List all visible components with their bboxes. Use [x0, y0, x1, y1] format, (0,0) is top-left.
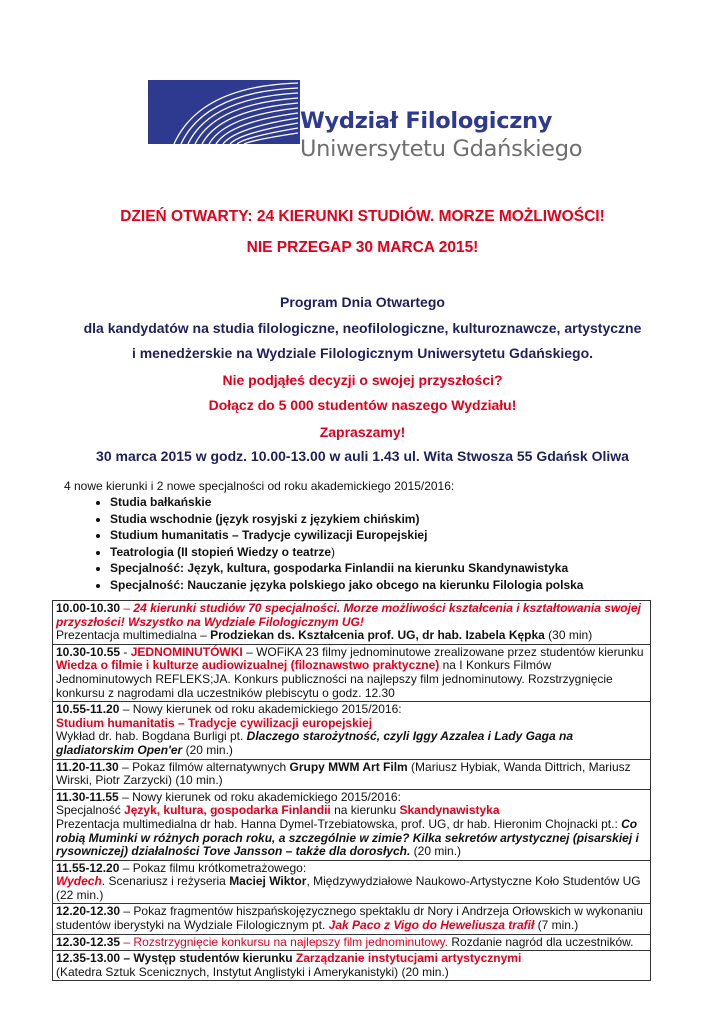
logo-university-name: Uniwersytetu Gdańskiego — [300, 136, 583, 162]
program-title: Program Dnia Otwartego — [280, 294, 445, 310]
table-row — [53, 702, 651, 759]
list-item: • Studia bałkańskie — [110, 494, 583, 511]
program-audience-cont: i menedżerskie na Wydziale Filologicznym Uniwersytetu Gdańskiego. — [131, 345, 594, 361]
table-row — [53, 951, 651, 981]
book-arch-icon — [148, 80, 300, 144]
new-programs-list — [74, 494, 583, 593]
time-slot: 12.30-12.35 — [56, 934, 121, 949]
time-slot: 11.20-11.30 — [56, 759, 119, 774]
program-audience: dla kandydatów na studia filologiczne, neofilologiczne, kulturoznawcze, artystyczne — [83, 320, 642, 336]
list-item: • Studia wschodnie (język rosyjski z językiem chińskim) — [110, 511, 583, 528]
table-row — [53, 789, 651, 860]
table-row — [53, 601, 651, 645]
schedule-cell: 12.20-12.30 – Pokaz fragmentów hiszpańskojęzycznego spektaklu dr Nory i Andrzeja Orłowskich w wykonaniu studentów iberystyki na Wydziale Filologicznym pt. Jak Paco z Vigo do Heweliusza trafił (7 min.) — [53, 904, 651, 934]
logo-text — [300, 108, 582, 163]
time-slot: 11.55-12.20 — [56, 860, 120, 875]
new-programs-intro: 4 nowe kierunki i 2 nowe specjalności od roku akademickiego 2015/2016: — [64, 479, 455, 493]
headline-line-1: DZIEŃ OTWARTY: 24 KIERUNKI STUDIÓW. MORZE MOŻLIWOŚCI! — [120, 208, 605, 225]
time-slot: 10.00-10.30 — [56, 601, 121, 615]
logo-faculty-name: Wydział Filologiczny — [300, 108, 553, 134]
schedule-cell: 11.20-11.30 – Pokaz filmów alternatywnych Grupy MWM Art Film (Mariusz Hybiak, Wanda Dittrich, Mariusz Wirski, Piotr Zarzycki) (10 min.) — [53, 759, 651, 789]
schedule-cell: 10.55-11.20 – Nowy kierunek od roku akademickiego 2015/2016: Studium humanitatis – Tradycje cywilizacji europejskiej Wykład dr. hab. Bogdana Burligi pt. Dlaczego starożytność, czyli Iggy Azzalea i Lady Gaga na gladiatorskim Open'er (20 min.) — [53, 702, 651, 759]
table-row — [53, 759, 651, 789]
headline-line-2: NIE PRZEGAP 30 MARCA 2015! — [246, 239, 479, 256]
schedule-cell: 12.30-12.35 – Rozstrzygnięcie konkursu na najlepszy film jednominutowy. Rozdanie nagród dla uczestników. — [53, 934, 651, 951]
table-row — [53, 934, 651, 951]
schedule-cell: 10.00-10.30 – 24 kierunki studiów 70 specjalności. Morze możliwości kształcenia i kształtowania swojej przyszłości! Wszystko na Wydziale Filologicznym UG! Prezentacja multimedialna – Prodziekan ds. Kształcenia prof. UG, dr hab. Izabela Kępka (30 min) — [53, 601, 651, 645]
program-question: Nie podjąłeś decyzji o swojej przyszłości? — [222, 372, 503, 388]
time-slot: 12.20-12.30 — [56, 904, 121, 919]
time-slot: 10.55-11.20 — [56, 702, 120, 717]
time-slot: 10.30-10.55 — [56, 644, 121, 659]
table-row — [53, 904, 651, 934]
list-item: • Studium humanitatis – Tradycje cywilizacji Europejskiej — [110, 527, 583, 544]
schedule-cell: 12.35-13.00 – Występ studentów kierunku Zarządzanie instytucjami artystycznymi (Katedra Sztuk Scenicznych, Instytut Anglistyki i Amerykanistyki) (20 min.) — [53, 951, 651, 981]
schedule-cell: 10.30-10.55 - JEDNOMINUTÓWKI – WOFiKA 23 filmy jednominutowe zrealizowane przez studentów kierunku Wiedza o filmie i kulturze audiowizualnej (filoznawstwo praktyczne) na I Konkurs Filmów Jednominutowych REFLEKS;JA. Konkurs publiczności na najlepszy film jednominutowy. Rozstrzygnięcie konkursu z nagrodami dla uczestników plebiscytu o godz. 12.30 — [53, 644, 651, 701]
list-item: • Specjalność: Język, kultura, gospodarka Finlandii na kierunku Skandynawistyka — [110, 560, 583, 577]
table-row — [53, 644, 651, 701]
program-join: Dołącz do 5 000 studentów naszego Wydziału! — [208, 397, 517, 413]
program-invite: Zapraszamy! — [319, 424, 406, 440]
schedule-cell: 11.30-11.55 – Nowy kierunek od roku akademickiego 2015/2016: Specjalność Język, kultura, gospodarka Finlandii na kierunku Skandynawistyka Prezentacja multimedialna dr hab. Hanna Dymel-Trzebiatowska, prof. UG, dr hab. Hieronim Chojnacki pt.: Co robią Muminki w różnych porach roku, a szczególnie w zimie? Kilka sekretów artystycznej (pisarskiej i rysowniczej) działalności Tove Jansson – także dla dorosłych. (20 min.) — [53, 789, 651, 860]
schedule-cell: 11.55-12.20 – Pokaz filmu krótkometrażowego: Wydech. Scenariusz i reżyseria Maciej Wiktor, Międzywydziałowe Naukowo-Artystyczne Koło Studentów UG (22 min.) — [53, 860, 651, 904]
schedule-table — [52, 600, 651, 981]
table-row — [53, 860, 651, 904]
time-slot: 12.35-13.00 — [56, 951, 121, 966]
list-item: • Teatrologia (II stopień Wiedzy o teatrze) — [110, 544, 583, 561]
list-item: • Specjalność: Nauczanie języka polskiego jako obcego na kierunku Filologia polska — [110, 577, 583, 594]
program-date-place: 30 marca 2015 w godz. 10.00-13.00 w auli 1.43 ul. Wita Stwosza 55 Gdańsk Oliwa — [96, 448, 629, 464]
faculty-logo — [148, 80, 300, 144]
time-slot: 11.30-11.55 — [56, 789, 119, 804]
